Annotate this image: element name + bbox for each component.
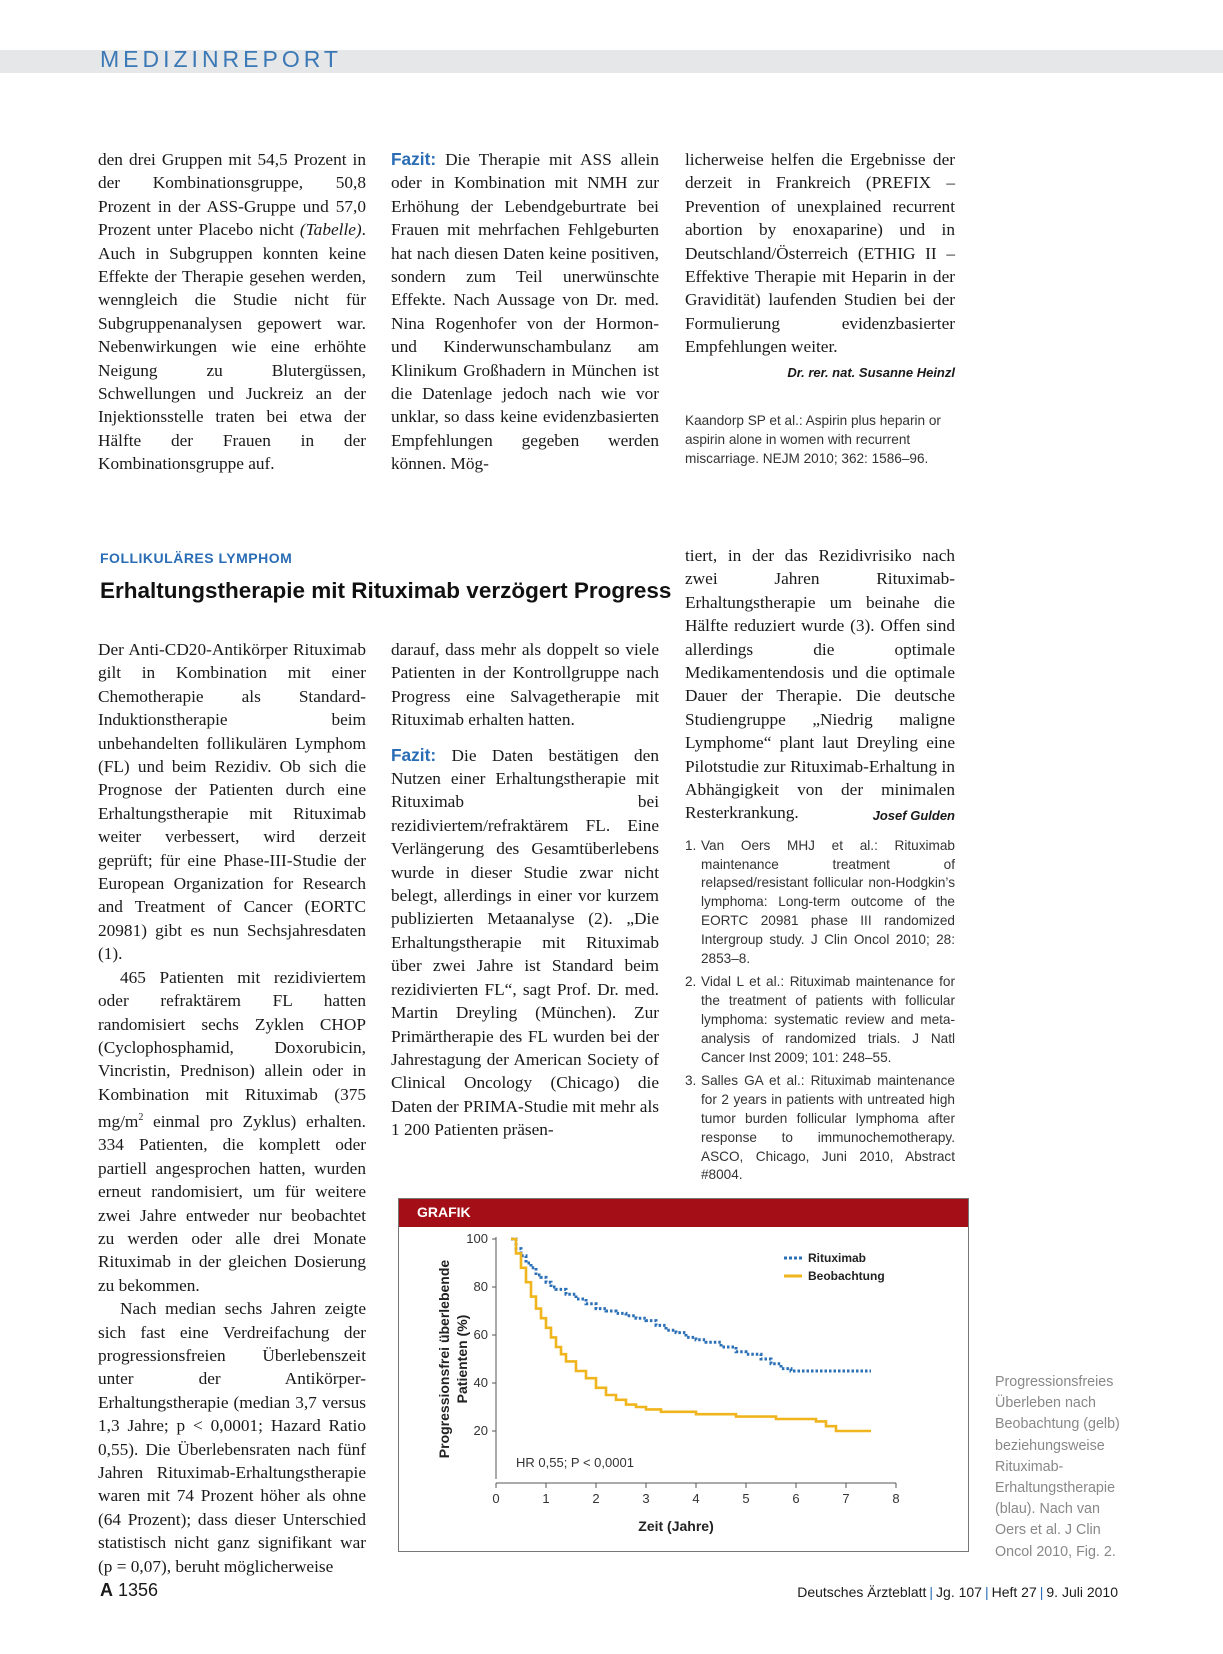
x-tick-label: 0 [492,1491,500,1506]
top-article-col3 [685,148,955,468]
reference-text: Vidal L et al.: Rituximab maintenance for the treatment of patients with follicular lymphoma: systematic review and meta-analysis of randomized trials. J Natl Cancer Inst 2009; 101: 248–55. [701,974,955,1065]
x-axis-label: Zeit (Jahre) [638,1518,714,1534]
hr-annotation: HR 0,55; P < 0,0001 [516,1455,634,1470]
x-tick-label: 6 [792,1491,800,1506]
journal-volume: Jg. 107 [936,1584,982,1600]
series-line-beobachtung [511,1239,871,1431]
separator: | [1039,1584,1044,1600]
reference-list [685,837,955,1185]
legend-label: Rituximab [808,1251,867,1265]
article-paragraph [391,744,659,1142]
top-article-col1 [98,148,366,476]
top-col3-text: licherweise helfen die Ergebnisse der derzeit in Frankreich (PREFIX – Prevention of unexplained recurrent abortion by enoxaparine) und in Deutschland/Österreich (ETHIG II – Effektive Therapie mit Heparin in der Gravidität) laufenden Studien bei der Formulierung evidenzbasierter Empfehlungen weiter. [685,150,955,357]
journal-issue: Heft 27 [991,1584,1037,1600]
page-prefix: A [100,1580,113,1600]
figure-caption: Progressionsfreies Überleben nach Beobachtung (gelb) beziehungsweise Rituximab-Erhaltungstherapie (blau). Nach van Oers et al. J Clin Oncol 2010, Fig. 2. [995,1374,1120,1560]
legend-label: Beobachtung [808,1269,885,1283]
x-tick-label: 4 [692,1491,700,1506]
superscript: 2 [138,1112,144,1124]
reference-item [685,973,955,1067]
article-col1 [98,638,366,1578]
reference-item [685,837,955,969]
journal-info [797,1584,1118,1600]
y-tick-label: 100 [466,1231,488,1246]
y-tick-label: 60 [473,1327,488,1342]
top-col1-text: den drei Gruppen mit 54,5 Prozent in der Kombinationsgruppe, 50,8 Prozent in der ASS-Gruppe und 57,0 Prozent unter Placebo nicht [98,150,366,240]
author-byline: Dr. rer. nat. Susanne Heinzl [787,364,955,380]
separator: | [984,1584,989,1600]
y-tick-label: 80 [473,1279,488,1294]
kaplan-meier-chart [399,1227,967,1550]
page-number-value: 1356 [118,1580,159,1600]
y-tick-label: 20 [473,1423,488,1438]
reference-text: Salles GA et al.: Rituximab maintenance for 2 years in patients with untreated high tumor burden follicular lymphoma after response to immunochemotherapy. ASCO, Chicago, Juni 2010, Abstract #8004. [701,1073,955,1183]
reference-number: 2. [685,974,697,990]
article-headline: Erhaltungstherapie mit Rituximab verzögert Progress [100,578,672,603]
page-number [100,1580,158,1601]
reference: Kaandorp SP et al.: Aspirin plus heparin or aspirin alone in women with recurrent miscarriage. NEJM 2010; 362: 1586–96. [685,413,941,466]
reference-number: 3. [685,1073,697,1089]
article-col3 [685,544,955,1190]
paragraph-text: tiert, in der das Rezidivrisiko nach zwei Jahren Rituximab-Erhaltungstherapie um beinahe die Hälfte reduziert wurde (3). Offen sind allerdings die optimale Medikamentendosis und die optimale Dauer der Therapie. Die deutsche Studiengruppe „Niedrig maligne Lymphome“ plant laut Dreyling eine Pilotstudie zur Rituximab-Erhaltung in Abhängigkeit von der minimalen Resterkrankung. [685,546,955,823]
paragraph-text: 465 Patienten mit rezidiviertem oder refraktärem FL hatten randomisiert sechs Zyklen CHOP (Cyclophosphamid, Doxorubicin, Vincristin, Prednison) allein oder in Kombination mit Rituximab (375 mg/m [98,967,366,1131]
fazit-label: Fazit: [391,149,437,169]
author-byline: Josef Gulden [872,808,955,824]
x-tick-label: 8 [892,1491,900,1506]
y-axis-label: Patienten (%) [454,1314,470,1404]
section-title: MEDIZINREPORT [100,46,342,72]
paragraph-text: einmal pro Zyklus) erhalten. 334 Patienten, die komplett oder partiell angesprochen hatten, wurden erneut randomisiert, um für weitere zwei Jahre entweder nur beobachtet zu werden oder alle drei Monate Rituximab in der gleichen Dosierung zu bekommen. [98,1111,366,1295]
y-tick-label: 40 [473,1375,488,1390]
top-article-col2 [391,148,659,476]
article-paragraph: darauf, dass mehr als doppelt so viele Patienten in der Kontrollgruppe nach Progress eine Salvagetherapie mit Rituximab erhalten hatten. [391,640,659,730]
reference-number: 1. [685,837,697,853]
x-tick-label: 2 [592,1491,600,1506]
reference-text: Van Oers MHJ et al.: Rituximab maintenance treatment of relapsed/resistant follicular non-Hodgkin’s lymphoma: Long-term outcome of the EORTC 20981 phase III randomized Intergroup study. J Clin Oncol 2010; 28: 2853–8. [701,837,955,966]
top-col2-text: Die Therapie mit ASS allein oder in Kombination mit NMH zur Erhöhung der Lebendgeburtrate bei Frauen mit mehrfachen Fehlgeburten hat nach diesen Daten keine positiven, sondern zum Teil unerwünschte Effekte. Nach Aussage von Dr. med. Nina Rogenhofer von der Hormon- und Kinderwunschambulanz am Klinikum Großhadern in München ist die Datenlage jedoch nach wie vor unklar, so dass keine evidenzbasierten Empfehlungen gegeben werden können. Mög- [391,150,659,474]
paragraph-text: Die Daten bestätigen den Nutzen einer Erhaltungstherapie mit Rituximab bei rezidiviertem/refraktärem FL. Eine Verlängerung des Gesamtüberlebens wurde in dieser Studie zwar nicht belegt, allerdings in einer vor kurzem publizierten Metaanalyse (2). „Die Erhaltungstherapie mit Rituximab über zwei Jahre ist Standard beim rezidivierten FL“, sagt Prof. Dr. med. Martin Dreyling (München). Zur Primärtherapie des FL wurden bei der Jahrestagung der American Society of Clinical Oncology (Chicago) die Daten der PRIMA-Studie mit mehr als 1 200 Patienten präsen- [391,745,659,1140]
grafik-box [398,1198,969,1552]
table-reference: (Tabelle) [299,220,362,240]
reference-item [685,1072,955,1185]
article-paragraph [98,966,366,1297]
top-col1-rest: . Auch in Subgruppen konnten keine Effekte der Therapie gesehen werden, wenngleich die Studie nicht für Subgruppenanalysen gepowert war. Nebenwirkungen wie eine erhöhte Neigung zu Blutergüssen, Schwellungen und Juckreiz an der Injektionsstelle traten bei etwa der Hälfte der Frauen in der Kombinationsgruppe auf. [98,220,366,474]
x-tick-label: 1 [542,1491,550,1506]
grafik-header [399,1199,968,1227]
fazit-label: Fazit: [391,744,437,765]
journal-name: Deutsches Ärzteblatt [797,1584,927,1600]
article-col2 [391,638,659,1142]
x-tick-label: 5 [742,1491,750,1506]
article-paragraph: Der Anti-CD20-Antikörper Rituximab gilt in Kombination mit einer Chemotherapie als Standard-Induktionstherapie beim unbehandelten follikulären Lymphom (FL) und beim Rezidiv. Ob sich die Prognose der Patienten durch eine Erhaltungstherapie mit Rituximab weiter verbessert, wird derzeit geprüft; für eine Phase-III-Studie der European Organization for Research and Treatment of Cancer (EORTC 20981) gibt es nun Sechsjahresdaten (1). [98,640,366,964]
article-paragraph [685,544,955,825]
y-axis-label: Progressionsfrei überlebende [436,1259,452,1459]
grafik-label: GRAFIK [417,1204,471,1220]
x-tick-label: 3 [642,1491,650,1506]
separator: | [929,1584,934,1600]
article-paragraph: Nach median sechs Jahren zeigte sich fast eine Verdreifachung der progressionsfreien Überlebenszeit unter der Antikörper-Erhaltungstherapie (median 3,7 versus 1,3 Jahre; p < 0,0001; Hazard Ratio 0,55). Die Überlebensraten nach fünf Jahren Rituximab-Erhaltungstherapie waren mit 74 Prozent höher als ohne (64 Prozent); dass dieser Unterschied statistisch nicht ganz signifikant war (p = 0,07), beruht möglicherweise [98,1299,366,1576]
journal-date: 9. Juli 2010 [1046,1584,1118,1600]
article-kicker: FOLLIKULÄRES LYMPHOM [100,550,293,566]
x-tick-label: 7 [842,1491,850,1506]
